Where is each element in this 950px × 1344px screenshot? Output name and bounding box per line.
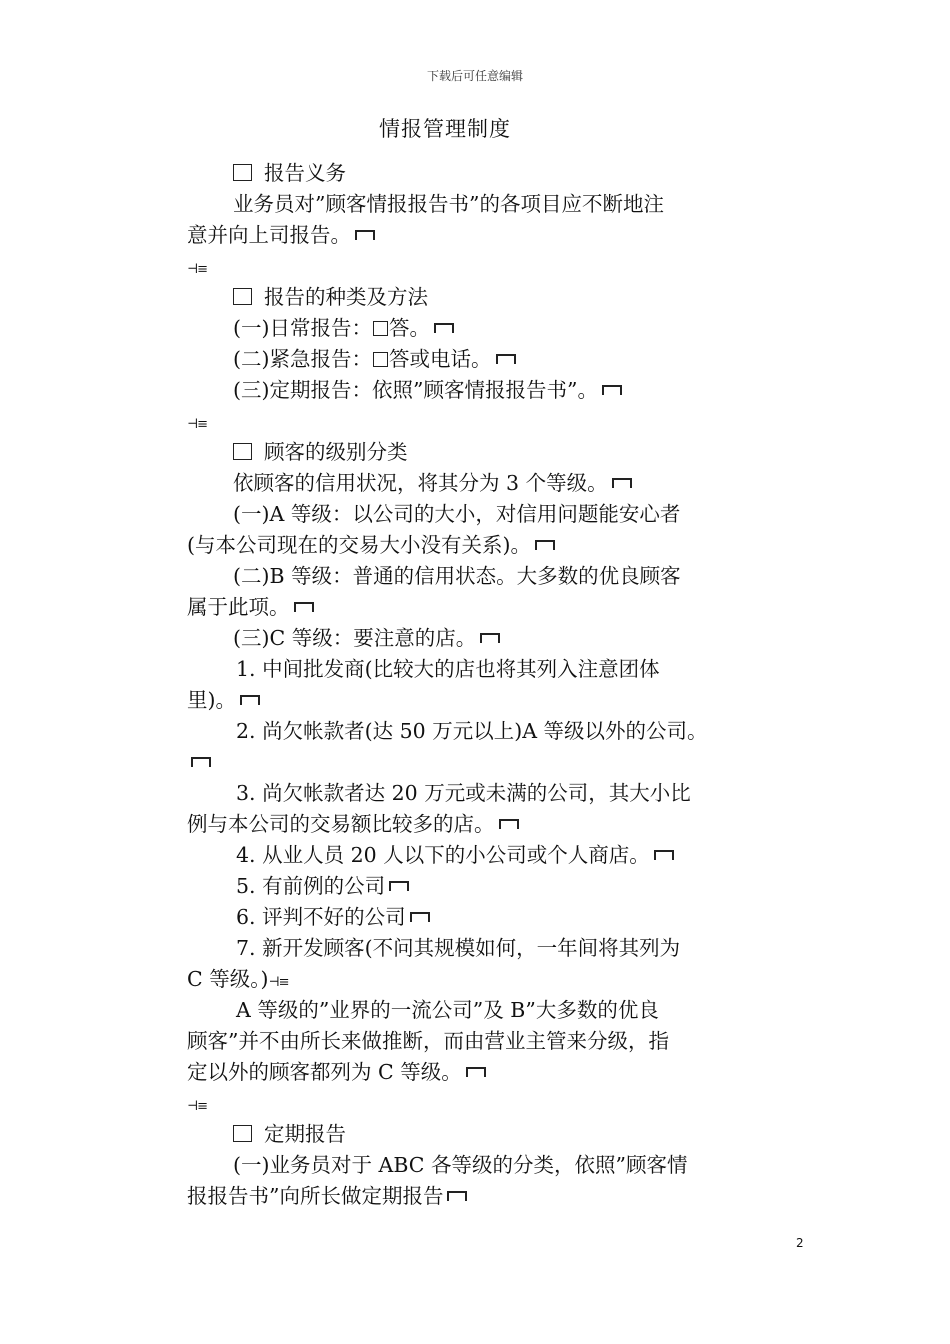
header-note: 下载后可任意编辑 <box>426 69 523 83</box>
text-line <box>187 933 759 964</box>
square-glyph-icon <box>373 352 388 367</box>
text-line <box>187 1181 759 1212</box>
line-text-after: 答或电话。 <box>389 347 492 371</box>
paragraph-mark: ⊣≡ <box>187 262 208 277</box>
document-title: 情报管理制度 <box>379 117 511 141</box>
text-line <box>187 158 759 189</box>
line-text: 业务员对”顾客情报报告书”的各项目应不断地注 <box>233 192 664 216</box>
line-text: (三)C 等级：要注意的店。 <box>233 626 477 650</box>
line-text: 意并向上司报告。 <box>187 223 351 247</box>
line-text: (二)紧急报告： <box>233 347 372 371</box>
line-text: A 等级的”业界的一流公司”及 B”大多数的优良 <box>236 998 659 1022</box>
text-line <box>187 1119 759 1150</box>
line-text: 3. 尚欠帐款者达 20 万元或未满的公司，其大小比 <box>236 781 691 805</box>
line-text: 例与本公司的交易额比较多的店。 <box>187 812 495 836</box>
line-text: 报告的种类及方法 <box>264 285 428 309</box>
text-line <box>187 1150 759 1181</box>
line-break-mark-icon <box>389 881 409 895</box>
line-break-mark-icon <box>499 819 519 833</box>
line-text: 1. 中间批发商(比较大的店也将其列入注意团体 <box>236 657 660 681</box>
line-text: (与本公司现在的交易大小没有关系)。 <box>187 533 531 557</box>
text-line <box>187 375 759 406</box>
text-line <box>187 189 759 220</box>
line-text: (三)定期报告：依照”顾客情报报告书”。 <box>233 378 598 402</box>
line-break-mark-icon <box>466 1067 486 1081</box>
text-line <box>187 561 759 592</box>
page-number: 2 <box>796 1236 804 1250</box>
line-break-mark-icon <box>410 912 430 926</box>
line-text: (一)业务员对于 ABC 各等级的分类，依照”顾客情 <box>233 1153 688 1177</box>
text-line <box>187 344 759 375</box>
text-line <box>187 964 759 995</box>
text-line <box>187 530 759 561</box>
paragraph-mark-line <box>187 1088 759 1119</box>
line-break-mark-icon <box>480 633 500 647</box>
text-line <box>187 809 759 840</box>
line-break-mark-icon <box>447 1191 467 1205</box>
line-break-mark-icon <box>535 540 555 554</box>
text-line <box>187 654 759 685</box>
line-text: 定期报告 <box>264 1122 346 1146</box>
line-text: (一)日常报告： <box>233 316 372 340</box>
document-body <box>187 158 759 1212</box>
line-text: 顾客的级别分类 <box>264 440 408 464</box>
text-line <box>187 220 759 251</box>
paragraph-mark-line <box>187 251 759 282</box>
line-text: 报报告书”向所长做定期报告 <box>187 1184 444 1208</box>
text-line <box>187 623 759 654</box>
checkbox-square-icon <box>233 1125 252 1142</box>
text-line <box>187 592 759 623</box>
text-line <box>187 871 759 902</box>
line-text: 7. 新开发顾客(不问其规模如何，一年间将其列为 <box>236 936 681 960</box>
text-line <box>187 282 759 313</box>
line-break-mark-icon <box>294 602 314 616</box>
line-break-mark-icon <box>602 385 622 399</box>
text-line <box>187 499 759 530</box>
line-text: 报告义务 <box>264 161 346 185</box>
line-break-mark-icon <box>654 850 674 864</box>
line-text: 依顾客的信用状况，将其分为 3 个等级。 <box>233 471 608 495</box>
line-break-mark-icon <box>496 354 516 368</box>
text-line <box>187 778 759 809</box>
line-text: 6. 评判不好的公司 <box>236 905 406 929</box>
text-line <box>187 995 759 1026</box>
text-line <box>187 313 759 344</box>
line-text: (二)B 等级：普通的信用状态。大多数的优良顾客 <box>233 564 681 588</box>
line-text: 定以外的顾客都列为 C 等级。 <box>187 1060 462 1084</box>
line-text: 4. 从业人员 20 人以下的小公司或个人商店。 <box>236 843 650 867</box>
line-break-mark-icon <box>612 478 632 492</box>
line-text: (一)A 等级：以公司的大小，对信用问题能安心者 <box>233 502 681 526</box>
text-line <box>187 1026 759 1057</box>
paragraph-mark: ⊣≡ <box>187 417 208 432</box>
paragraph-mark-line <box>187 406 759 437</box>
line-break-mark-icon <box>434 323 454 337</box>
line-break-mark-icon <box>191 757 211 771</box>
line-text: 5. 有前例的公司 <box>236 874 386 898</box>
line-break-mark-icon <box>240 695 260 709</box>
line-break-mark-icon <box>355 230 375 244</box>
checkbox-square-icon <box>233 443 252 460</box>
text-line <box>187 840 759 871</box>
text-line <box>187 716 759 747</box>
text-line <box>187 747 759 778</box>
paragraph-mark: ⊣≡ <box>187 1099 208 1114</box>
line-text: 顾客”并不由所长来做推断，而由营业主管来分级，指 <box>187 1029 669 1053</box>
checkbox-square-icon <box>233 164 252 181</box>
line-text: 里)。 <box>187 688 236 712</box>
text-line <box>187 902 759 933</box>
square-glyph-icon <box>373 321 388 336</box>
line-text: C 等级。) <box>187 967 269 991</box>
line-text-after: 答。 <box>389 316 430 340</box>
text-line <box>187 468 759 499</box>
paragraph-mark: ⊣≡ <box>268 975 289 990</box>
line-text: 属于此项。 <box>187 595 290 619</box>
text-line <box>187 685 759 716</box>
text-line <box>187 1057 759 1088</box>
checkbox-square-icon <box>233 288 252 305</box>
line-text: 2. 尚欠帐款者(达 50 万元以上)A 等级以外的公司。 <box>236 719 708 743</box>
text-line <box>187 437 759 468</box>
